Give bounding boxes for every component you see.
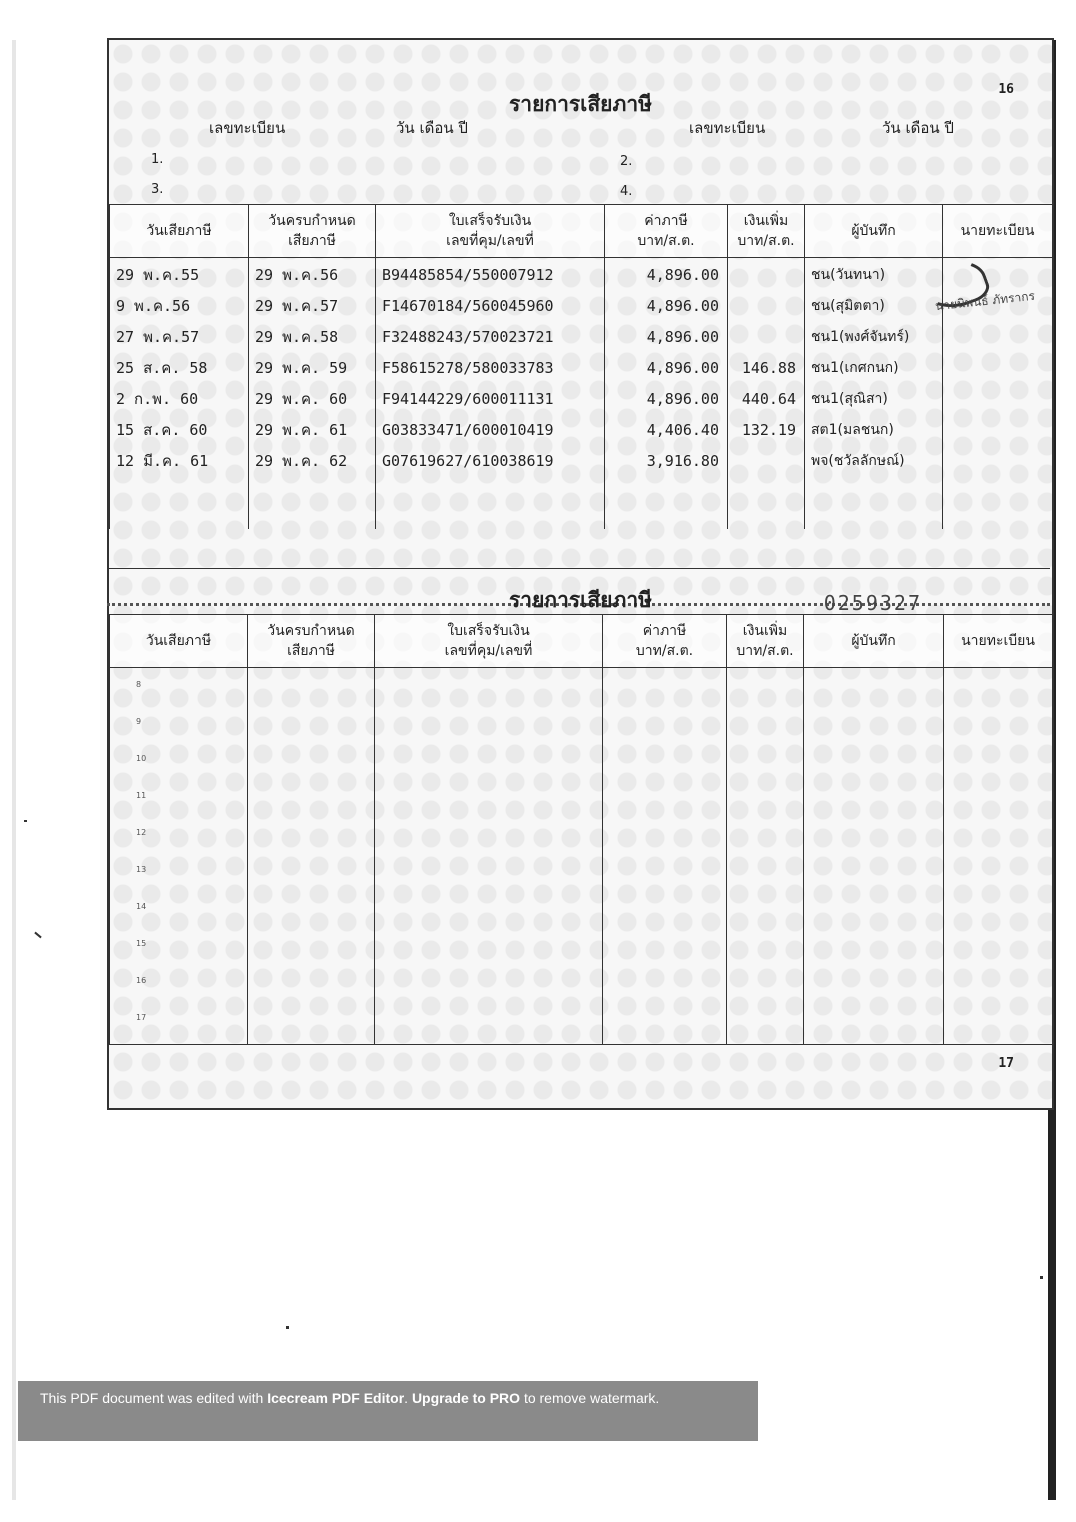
cell-tax: 4,406.40 <box>646 421 719 439</box>
cell-receipt: F94144229/600011131 <box>382 390 554 408</box>
cell-recorder: ชน1(พงศ์จันทร์) <box>811 329 910 345</box>
scan-speck <box>286 1326 289 1329</box>
col-header-due-date-2: วันครบกำหนด เสียภาษี <box>248 615 375 668</box>
blank-col-tax <box>603 668 727 1045</box>
scan-speck <box>24 820 27 822</box>
footer-area <box>110 1045 1053 1107</box>
cell-receipt: G07619627/610038619 <box>382 452 554 470</box>
row-number: 16 <box>136 976 147 985</box>
col-paid-dates <box>110 258 249 529</box>
col-header-paid-date: วันเสียภาษี <box>110 205 249 258</box>
col-recorders <box>805 258 943 529</box>
cell-registrar <box>943 384 1052 415</box>
col-header-recorder: ผู้บันทึก <box>805 205 943 258</box>
watermark-prefix: This PDF document was edited with <box>40 1390 268 1406</box>
cell-paid: 15 ส.ค. 60 <box>116 421 208 439</box>
cell-registrar <box>943 353 1052 384</box>
cell-paid: 25 ส.ค. 58 <box>116 359 208 377</box>
cell-due: 29 พ.ค.57 <box>255 297 339 315</box>
cell-due: 29 พ.ค.56 <box>255 266 339 284</box>
row-number: 10 <box>136 754 147 763</box>
date-label-left: วัน เดือน ปี <box>396 119 468 137</box>
cell-surcharge <box>728 446 804 477</box>
row-number: 14 <box>136 902 147 911</box>
reg-slot-1: 1. <box>151 152 164 167</box>
cell-surcharge: 146.88 <box>741 359 796 377</box>
col-header-paid-date-2: วันเสียภาษี <box>110 615 248 668</box>
page-number-bottom: 17 <box>998 1056 1014 1071</box>
row-number: 17 <box>136 1013 147 1022</box>
col-header-receipt: ใบเสร็จรับเงิน เลขที่คุม/เลขที่ <box>376 205 605 258</box>
scan-speck <box>1040 1276 1043 1279</box>
scan-speck <box>34 932 41 939</box>
col-receipts <box>376 258 605 529</box>
cell-due: 29 พ.ค. 59 <box>255 359 348 377</box>
blank-col-receipt <box>375 668 603 1045</box>
cell-recorder: ชน1(สุณิสา) <box>811 391 888 407</box>
watermark-product: Icecream PDF Editor <box>267 1390 405 1406</box>
reg-slot-4: 4. <box>620 184 633 199</box>
tax-payment-table-blank <box>109 614 1053 1107</box>
scan-edge-left <box>12 40 16 1500</box>
reg-label-right: เลขทะเบียน <box>689 119 766 137</box>
cell-paid: 29 พ.ค.55 <box>116 266 200 284</box>
cell-registrar <box>943 446 1052 477</box>
cell-surcharge <box>728 260 804 291</box>
col-header-receipt-2: ใบเสร็จรับเงิน เลขที่คุม/เลขที่ <box>375 615 603 668</box>
cell-tax: 4,896.00 <box>646 359 719 377</box>
tax-payment-table <box>109 204 1053 529</box>
col-header-recorder-2: ผู้บันทึก <box>804 615 944 668</box>
row-number: 8 <box>136 680 142 689</box>
blank-col-recorder <box>804 668 944 1045</box>
cell-surcharge: 440.64 <box>741 390 796 408</box>
col-header-surcharge: เงินเพิ่ม บาท/ส.ต. <box>728 205 805 258</box>
reg-slot-3: 3. <box>151 182 164 197</box>
document-page <box>107 38 1054 1110</box>
cell-due: 29 พ.ค. 62 <box>255 452 348 470</box>
cell-receipt: G03833471/600010419 <box>382 421 554 439</box>
blank-col-surcharge <box>727 668 804 1045</box>
registrar-stamp: นายนิพนธ์ ภัทรากร <box>934 288 1036 314</box>
row-number: 11 <box>136 791 147 800</box>
cell-recorder: ชน(วันทนา) <box>811 267 886 283</box>
reg-label-left: เลขทะเบียน <box>209 119 286 137</box>
cell-surcharge <box>728 291 804 322</box>
cell-tax: 4,896.00 <box>646 266 719 284</box>
cell-registrar <box>943 322 1052 353</box>
reg-slot-2: 2. <box>620 154 633 169</box>
cell-due: 29 พ.ค. 60 <box>255 390 348 408</box>
watermark-suffix: to remove watermark. <box>520 1390 660 1406</box>
cell-recorder: ชน1(เกศกนก) <box>811 360 899 376</box>
row-number: 12 <box>136 828 147 837</box>
cell-tax: 4,896.00 <box>646 328 719 346</box>
watermark-text <box>40 1390 659 1406</box>
cell-recorder: ชน(สุมิตตา) <box>811 298 885 314</box>
cell-paid: 2 ก.พ. 60 <box>116 390 199 408</box>
col-header-tax-2: ค่าภาษี บาท/ส.ต. <box>603 615 727 668</box>
cell-receipt: F58615278/580033783 <box>382 359 554 377</box>
watermark-sep: . <box>404 1390 412 1406</box>
blank-col-paid <box>110 668 248 1045</box>
page-number-top: 16 <box>998 82 1014 97</box>
cell-tax: 3,916.80 <box>646 452 719 470</box>
cell-recorder: พจ(ชวัลลักษณ์) <box>811 453 905 469</box>
col-header-tax: ค่าภาษี บาท/ส.ต. <box>605 205 728 258</box>
col-header-registrar: นายทะเบียน <box>943 205 1053 258</box>
col-due-dates <box>249 258 376 529</box>
cell-receipt: F32488243/570023721 <box>382 328 554 346</box>
cell-surcharge <box>728 322 804 353</box>
watermark-banner <box>18 1381 758 1441</box>
second-page-title: รายการเสียภาษี <box>509 587 652 612</box>
blank-col-due <box>248 668 375 1045</box>
row-number: 15 <box>136 939 147 948</box>
col-header-surcharge-2: เงินเพิ่ม บาท/ส.ต. <box>727 615 804 668</box>
cell-tax: 4,896.00 <box>646 390 719 408</box>
cell-paid: 9 พ.ค.56 <box>116 297 191 315</box>
cell-due: 29 พ.ค. 61 <box>255 421 348 439</box>
page-title: รายการเสียภาษี <box>509 91 652 116</box>
col-header-registrar-2: นายทะเบียน <box>944 615 1053 668</box>
col-taxes <box>605 258 728 529</box>
cell-receipt: B94485854/550007912 <box>382 266 554 284</box>
cell-recorder: สต1(มลชนก) <box>811 422 894 438</box>
cell-paid: 27 พ.ค.57 <box>116 328 200 346</box>
col-header-due-date: วันครบกำหนด เสียภาษี <box>249 205 376 258</box>
cell-surcharge: 132.19 <box>741 421 796 439</box>
cell-receipt: F14670184/560045960 <box>382 297 554 315</box>
watermark-upgrade-link[interactable]: Upgrade to PRO <box>411 1390 521 1406</box>
cell-paid: 12 มี.ค. 61 <box>116 452 209 470</box>
cell-registrar <box>943 415 1052 446</box>
col-surcharges <box>728 258 805 529</box>
cell-due: 29 พ.ค.58 <box>255 328 339 346</box>
control-number: 0259327 <box>823 591 922 615</box>
date-label-right: วัน เดือน ปี <box>882 119 954 137</box>
row-number: 9 <box>136 717 142 726</box>
blank-col-registrar <box>944 668 1053 1045</box>
row-number: 13 <box>136 865 147 874</box>
cell-tax: 4,896.00 <box>646 297 719 315</box>
